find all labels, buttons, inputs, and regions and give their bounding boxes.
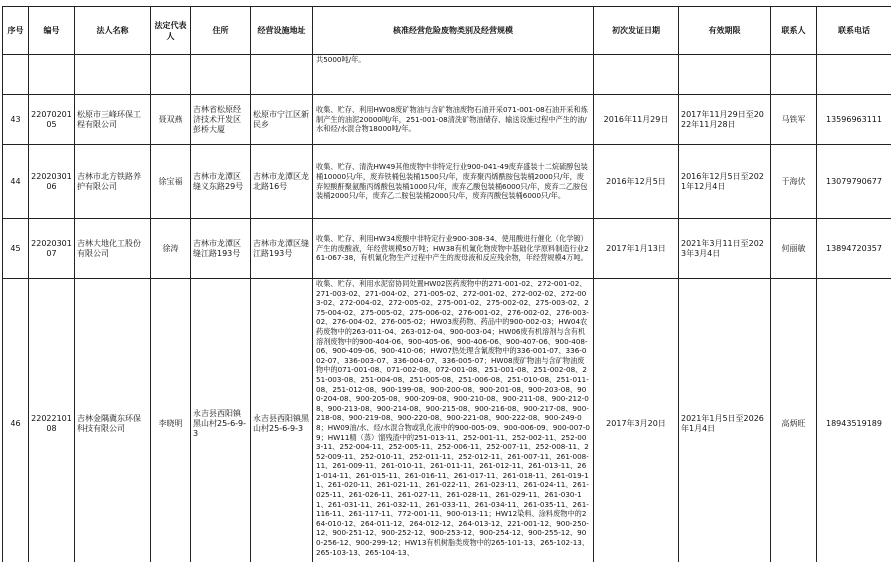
header-first-issue: 初次发证日期 bbox=[594, 7, 679, 55]
cell-facility-address: 吉林市龙潭区龙北路16号 bbox=[251, 145, 313, 219]
cell-legal-rep: 徐涛 bbox=[151, 219, 191, 279]
cell-address: 永吉县西阳镇黑山村25-6-9-3 bbox=[191, 279, 251, 562]
cell-address: 吉林市龙潭区缝江路193号 bbox=[191, 219, 251, 279]
cell-legal-name: 吉林大地化工股份有限公司 bbox=[75, 219, 151, 279]
cell-phone: 13079790677 bbox=[817, 145, 892, 219]
cell-validity: 2021年3月11日至2023年3月4日 bbox=[679, 219, 771, 279]
cell-legal-rep bbox=[151, 55, 191, 95]
cell-first-issue: 2017年3月20日 bbox=[594, 279, 679, 562]
cell-facility-address: 永吉县西阳镇黑山村25-6-9-3 bbox=[251, 279, 313, 562]
cell-code: 2202030107 bbox=[29, 219, 75, 279]
header-code: 编号 bbox=[29, 7, 75, 55]
cell-phone: 13596963111 bbox=[817, 95, 892, 145]
cell-legal-rep: 李晓明 bbox=[151, 279, 191, 562]
cell-facility-address: 松原市宁江区新民乡 bbox=[251, 95, 313, 145]
cell-seq: 46 bbox=[3, 279, 29, 562]
header-phone: 联系电话 bbox=[817, 7, 892, 55]
cell-legal-name: 吉林金隅冀东环保科技有限公司 bbox=[75, 279, 151, 562]
cell-phone: 13894720357 bbox=[817, 219, 892, 279]
cell-first-issue: 2017年1月13日 bbox=[594, 219, 679, 279]
cell-validity bbox=[679, 55, 771, 95]
header-facility-address: 经营设施地址 bbox=[251, 7, 313, 55]
header-address: 住所 bbox=[191, 7, 251, 55]
cell-validity: 2016年12月5日至2021年12月4日 bbox=[679, 145, 771, 219]
cell-phone bbox=[817, 55, 892, 95]
cell-scope: 收集、贮存、清洗HW49其他废物中非特定行业900-041-49废弃盛装十二烷硫醇包装桶10000只/年，废弃铁桶包装桶1500只/年，废弃聚丙烯酰胺包装桶2000只/年，废弃短酸酐聚氨酯丙烯酸包装桶1000只/年，废弃乙酸包装桶6000只/年，废弃二乙胺包装桶2000只/年，废弃乙二胺包装桶2000只/年，废弃丙酸包装桶6000只/年。 bbox=[313, 145, 594, 219]
license-table bbox=[2, 6, 891, 562]
header-legal-name: 法人名称 bbox=[75, 7, 151, 55]
cell-legal-name: 松原市三峰环保工程有限公司 bbox=[75, 95, 151, 145]
table-row bbox=[3, 145, 892, 219]
cell-contact: 于海伏 bbox=[771, 145, 817, 219]
cell-legal-rep: 徐宝福 bbox=[151, 145, 191, 219]
cell-code: 2207020105 bbox=[29, 95, 75, 145]
cell-scope: 收集、贮存、利用HW34废酸中非特定行业900-308-34、使用酸进行催化（化学镀）产生的废酸液，年经营规模50万吨；HW38有机氰化物废物中基础化学原料制造行业261-067-38，有机氰化物生产过程中产生的废母液和反应残余物，年经营规模4万吨。 bbox=[313, 219, 594, 279]
cell-scope: 收集、贮存、利用HW08废矿物油与含矿物油废物石油开采071-001-08石油开采和炼制产生的油泥20000吨/年，251-001-08清洗矿物油储存、输送设施过程中产生的油/水和烃/水混合物18000吨/年。 bbox=[313, 95, 594, 145]
cell-seq: 43 bbox=[3, 95, 29, 145]
cell-contact: 马铁军 bbox=[771, 95, 817, 145]
header-row bbox=[3, 7, 892, 55]
cell-facility-address: 吉林市龙潭区缝江路193号 bbox=[251, 219, 313, 279]
table-row bbox=[3, 219, 892, 279]
cell-first-issue: 2016年11月29日 bbox=[594, 95, 679, 145]
cell-contact: 高炳旺 bbox=[771, 279, 817, 562]
cell-legal-name bbox=[75, 55, 151, 95]
license-table-sheet bbox=[2, 6, 891, 562]
cell-code bbox=[29, 55, 75, 95]
header-scope: 核准经营危险废物类别及经营规模 bbox=[313, 7, 594, 55]
cell-code: 2202210108 bbox=[29, 279, 75, 562]
header-contact: 联系人 bbox=[771, 7, 817, 55]
cell-legal-rep: 聂双燕 bbox=[151, 95, 191, 145]
header-validity: 有效期限 bbox=[679, 7, 771, 55]
header-seq: 序号 bbox=[3, 7, 29, 55]
cell-seq: 45 bbox=[3, 219, 29, 279]
cell-seq: 44 bbox=[3, 145, 29, 219]
cell-legal-name: 吉林市北方铁路养护有限公司 bbox=[75, 145, 151, 219]
cell-code: 2202030106 bbox=[29, 145, 75, 219]
cell-address bbox=[191, 55, 251, 95]
cell-facility-address bbox=[251, 55, 313, 95]
cell-phone: 18943519189 bbox=[817, 279, 892, 562]
cell-seq bbox=[3, 55, 29, 95]
cell-address: 吉林市龙潭区缝义东路29号 bbox=[191, 145, 251, 219]
header-legal-rep: 法定代表人 bbox=[151, 7, 191, 55]
cell-scope: 收集、贮存、利用水泥窑协同处置HW02医药废物中的271-001-02、272-001-02、271-003-02、271-004-02、271-005-02、272-001-02、272-002-02、272-003-02、272-004-02、272-005-02、275-001-02、275-002-02、275-003-02、275-004-02、275-005-02、275-006-02、276-001-02、276-002-02、276-003-02、276-004-02、276-005-02；HW03废药物、药品中的900-002-03；HW04农药废物中的263-011-04、263-012-04、900-003-04；HW06废有机溶剂与含有机溶剂废物中的900-404-06、900-405-06、900-406-06、900-407-06、900-408-06、900-409-06、900-410-06；HW07热处理含氰废物中的336-001-07、336-002-07、336-003-07、336-004-07、336-005-07；HW08废矿物油与含矿物油废物中的071-001-08、071-002-08、072-001-08、251-001-08、251-002-08、251-003-08、251-004-08、251-005-08、251-006-08、251-010-08、251-011-08、251-012-08、900-199-08、900-200-08、900-201-08、900-203-08、900-204-08、900-205-08、900-209-08、900-210-08、900-211-08、900-212-08、900-213-08、900-214-08、900-215-08、900-216-08、900-217-08、900-218-08、900-219-08、900-220-08、900-221-08、900-222-08、900-249-08；HW09油/水、烃/水混合物或乳化液中的900-005-09、900-006-09、900-007-09；HW11精（蒸）馏残渣中的251-013-11、252-001-11、252-002-11、252-003-11、252-004-11、252-005-11、252-006-11、252-007-11、252-008-11、252-009-11、252-010-11、252-011-11、252-012-11、261-007-11、261-008-11、261-009-11、261-010-11、261-011-11、261-012-11、261-013-11、261-014-11、261-015-11、261-016-11、261-017-11、261-018-11、261-019-11、261-020-11、261-021-11、261-022-11、261-023-11、261-024-11、261-025-11、261-026-11、261-027-11、261-028-11、261-029-11、261-030-11、261-031-11、261-032-11、261-033-11、261-034-11、261-035-11、261-116-11、261-117-11、772-001-11、900-013-11；HW12染料、涂料废物中的264-010-12、264-011-12、264-012-12、264-013-12、221-001-12、900-250-12、900-251-12、900-252-12、900-253-12、900-254-12、900-255-12、900-256-12、900-299-12；HW13有机树脂类废物中的265-101-13、265-102-13、265-103-13、265-104-13、 bbox=[313, 279, 594, 562]
cell-contact bbox=[771, 55, 817, 95]
cell-validity: 2021年1月5日至2026年1月4日 bbox=[679, 279, 771, 562]
table-row bbox=[3, 279, 892, 562]
cell-contact: 何丽敏 bbox=[771, 219, 817, 279]
cell-address: 吉林省松原经济技术开发区彭桥大厦 bbox=[191, 95, 251, 145]
cell-validity: 2017年11月29日至2022年11月28日 bbox=[679, 95, 771, 145]
table-row bbox=[3, 95, 892, 145]
table-row bbox=[3, 55, 892, 95]
cell-scope: 共5000吨/年。 bbox=[313, 55, 594, 95]
cell-first-issue: 2016年12月5日 bbox=[594, 145, 679, 219]
cell-first-issue bbox=[594, 55, 679, 95]
